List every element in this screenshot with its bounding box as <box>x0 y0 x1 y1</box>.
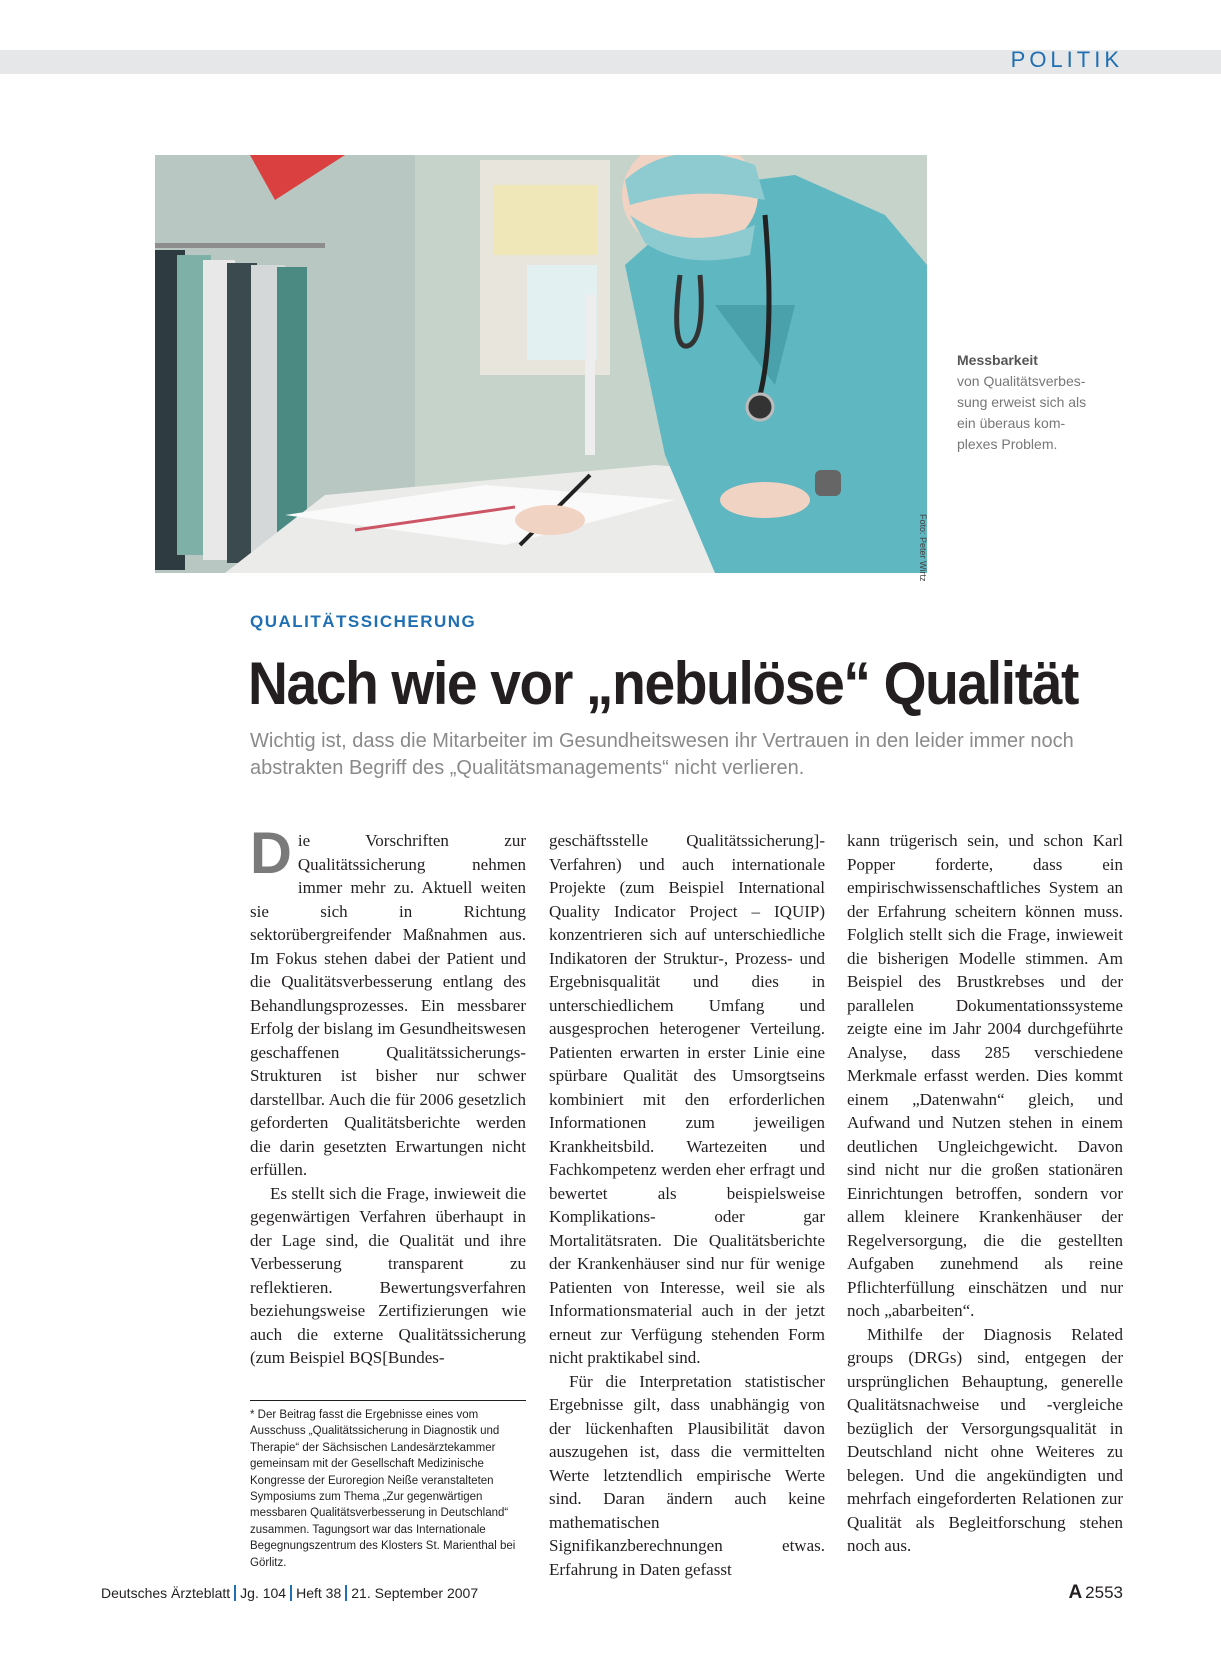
article-teaser: Wichtig ist, dass die Mitarbeiter im Gesundheitswesen ihr Vertrauen in den leider immer noch abstrakten Begriff des „Qualitätsmanagements“ nicht verlieren. <box>250 730 1074 779</box>
volume: Jg. 104 <box>240 1585 287 1601</box>
paragraph: Mithilfe der Diagnosis Related groups (DRGs) sind, entgegen der ursprünglichen Behauptung, generelle Qualitätsnachweise und -vergleiche bezüglich der Versorgungsqualität in Deutschland nicht ohne Weiteres zu belegen. Und die angekündigten und mehrfach eingeforderten Relationen zur Qualität als Begleitforschung stehen noch aus. <box>847 1324 1123 1555</box>
article-kicker: QUALITÄTSSICHERUNG <box>250 612 477 631</box>
footnote: * Der Beitrag fasst die Ergebnisse eines vom Ausschuss „Qualitätssicherung in Diagnostik und Therapie“ der Sächsischen Landesärztekammer gemeinsam mit der Gesellschaft Medizinische Kongresse der Euroregion Neiße veranstalteten Symposiums zum Thema „Zur gegenwärtigen messbaren Qualitätsverbesserung in Deutschland“ zusammen. Tagungsort war das Internationale Begegnungszentrum des Klosters St. Marienthal bei Görlitz. <box>250 1400 526 1571</box>
caption-text: von Qualitätsverbes-sung erweist sich als ein überaus kom-plexes Problem. <box>957 373 1087 452</box>
text-column-1 <box>250 821 526 1370</box>
paragraph: Es stellt sich die Frage, inwieweit die gegenwärtigen Verfahren überhaupt in der Lage sind, die Qualität und ihre Verbesserung transparent zu reflektieren. Bewertungsverfahren beziehungsweise Zertifizierungen wie auch die externe Qualitätssicherung (zum Beispiel BQS[Bundes- <box>250 1183 526 1367</box>
paragraph <box>250 821 526 1182</box>
paragraph-text: ie Vorschriften zur Qualitätssicherung nehmen immer mehr zu. Aktuell weiten sie sich in Richtung sektorübergreifender Maßnahmen aus. Im Fokus stehen dabei der Patient und die Qualitätsverbesserung entlang des Behandlungsprozesses. Ein messbarer Erfolg der bislang im Gesundheitswesen geschaffenen Qualitätssicherungs-Strukturen ist bisher nur schwer darstellbar. Auch die für 2006 gesetzlich geforderten Qualitätsberichte werden die darin gesetzten Erwartungen nicht erfüllen. <box>250 831 526 1179</box>
page-number-value: 2553 <box>1085 1583 1123 1602</box>
issue: Heft 38 <box>296 1585 342 1601</box>
text-column-2 <box>549 829 825 1581</box>
issue-date: 21. September 2007 <box>351 1585 479 1601</box>
drop-cap: D <box>250 821 292 886</box>
caption-title: Messbarkeit <box>957 352 1038 368</box>
photo-illustration <box>155 155 928 582</box>
footer-citation <box>101 1585 478 1601</box>
photo-credit: Foto: Peter Wirtz <box>918 514 928 582</box>
photo-caption <box>957 350 1097 455</box>
paragraph: Für die Interpretation statistischer Ergebnisse gilt, dass unabhängig von der lückenhaften Plausibilität davon auszugehen ist, dass die vermittelten Werte letztendlich empirische Werte sind. Daran ändern auch keine mathematischen Signifikanzberechnungen etwas. Erfahrung in Daten gefasst <box>549 1371 825 1579</box>
separator <box>345 1585 347 1601</box>
journal-name: Deutsches Ärzteblatt <box>101 1585 231 1601</box>
paragraph: geschäftsstelle Qualitätssicherung]-Verfahren) und auch internationale Projekte (zum Beispiel International Quality Indicator Project – IQUIP) konzentrieren sich auf unterschiedliche Indikatoren der Struktur-, Prozess- und Ergebnisqualität und dies in unterschiedlichem Umfang und ausgesprochen heterogener Verteilung. Patienten erwarten in erster Linie eine spürbare Qualität des Umsorgtseins kombiniert mit den erforderlichen Informationen zum jeweiligen Krankheitsbild. Wartezeiten und Fachkompetenz werden eher erfragt und bewertet als beispielsweise Komplikations- oder gar Mortalitätsraten. Die Qualitätsberichte der Krankenhäuser sind nur für wenige Patienten von Interesse, weil sie als Informationsmaterial auch in der jetzt erneut zur Verfügung stehenden Form nicht praktikabel sind. <box>549 831 825 1367</box>
separator <box>290 1585 292 1601</box>
separator <box>234 1585 236 1601</box>
article-headline: Nach wie vor „nebulöse“ Qualität <box>248 650 1079 717</box>
page-number <box>1068 1582 1123 1604</box>
page-prefix: A <box>1068 1582 1083 1603</box>
text-column-3 <box>847 829 1123 1558</box>
section-label: POLITIK <box>1010 47 1123 72</box>
article-photo <box>155 155 928 582</box>
paragraph: kann trügerisch sein, und schon Karl Popper forderte, dass ein empirischwissenschaftliches System an der Erfahrung scheitern können muss. Folglich stellt sich die Frage, inwieweit die bisherigen Modelle stimmen. Am Beispiel des Brustkrebses und der parallelen Dokumentationssysteme zeigte eine im Jahr 2004 durchgeführte Analyse, dass 285 verschiedene Merkmale erfasst werden. Dies kommt einem „Datenwahn“ gleich, und Aufwand und Nutzen stehen in einem deutlichen Ungleichgewicht. Davon sind nicht nur die großen stationären Einrichtungen betroffen, sondern vor allem kleinere Krankenhäuser der Regelversorgung, die die gestellten Aufgaben zunehmend als reine Pflichterfüllung einschätzen und nur noch „abarbeiten“. <box>847 831 1123 1320</box>
